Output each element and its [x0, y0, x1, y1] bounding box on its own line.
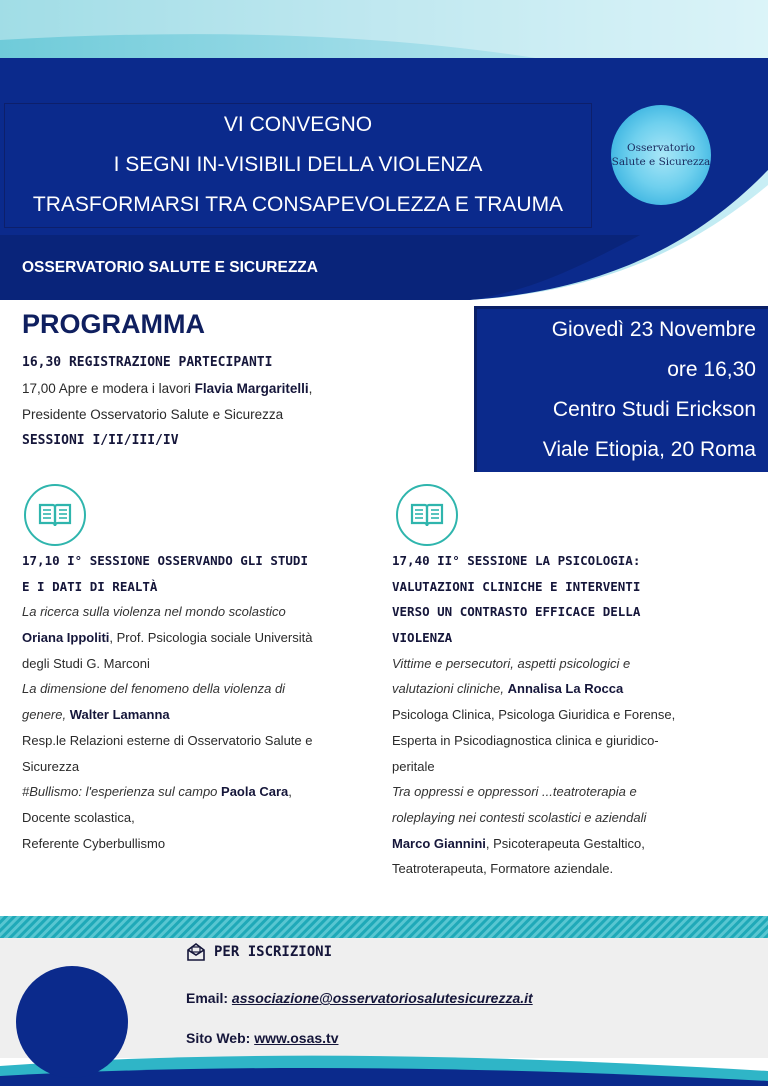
session-1-topic-3: #Bullismo: l'esperienza sul campo: [22, 784, 222, 800]
registration-heading: [186, 942, 332, 962]
speaker-paola-sep: ,: [288, 784, 292, 800]
speaker-marco: Marco Giannini: [392, 835, 486, 851]
session-1-column: [22, 548, 372, 856]
session-1-title-2: E I DATI DI REALTÀ: [22, 578, 158, 594]
logo-line-1: Osservatorio: [626, 142, 696, 154]
session-1-title-1: 17,10 I° SESSIONE OSSERVANDO GLI STUDI: [22, 553, 308, 568]
opening-line: [22, 376, 462, 402]
session-1-topic-2: La dimensione del fenomeno della violenza di: [22, 681, 286, 697]
moderator-name: Flavia Margaritelli: [194, 381, 309, 396]
speaker-paola-role-2: Referente Cyberbullismo: [22, 835, 166, 851]
session-2-title-2: VALUTAZIONI CLINICHE E INTERVENTI: [392, 578, 641, 594]
title-line-3: TRASFORMARSI TRA CONSAPEVOLEZZA E TRAUMA: [32, 193, 564, 216]
program-heading: PROGRAMMA: [22, 309, 205, 339]
website-link[interactable]: www.osas.tv: [254, 1030, 339, 1046]
session-1-topic-1: La ricerca sulla violenza nel mondo scolastico: [22, 604, 286, 620]
event-time: ore 16,30: [667, 358, 756, 381]
speaker-walter: Walter Lamanna: [69, 707, 170, 723]
opening-suffix: ,: [308, 381, 313, 396]
session-2-topic-1: Vittime e persecutori, aspetti psicologici e: [392, 655, 631, 671]
program-intro: [22, 350, 462, 454]
email-line: [186, 990, 533, 1006]
footer-circle: [16, 966, 128, 1078]
event-venue: Centro Studi Erickson: [552, 398, 756, 421]
speaker-annalisa-role-3: peritale: [392, 758, 435, 774]
speaker-walter-role: Resp.le Relazioni esterne di Osservatorio Salute e: [22, 732, 313, 748]
speaker-marco-role: , Psicoterapeuta Gestaltico,: [485, 835, 645, 851]
observatory-logo: [611, 105, 711, 205]
title-line-1: VI CONVEGNO: [223, 113, 373, 136]
logo-line-2: Salute e Sicurezza: [611, 156, 711, 168]
speaker-marco-role-2: Teatroterapeuta, Formatore aziendale.: [392, 861, 614, 877]
session-2-topic-2: Tra oppressi e oppressori ...teatroterapia e: [392, 784, 637, 800]
speaker-annalisa: Annalisa La Rocca: [507, 681, 624, 697]
sessions-list: SESSIONI I/II/III/IV: [22, 433, 179, 448]
speaker-annalisa-role: Psicologa Clinica, Psicologa Giuridica e Forense,: [392, 707, 676, 723]
event-info-box: [474, 306, 768, 472]
speaker-oriana-role: , Prof. Psicologia sociale Università: [109, 630, 313, 646]
envelope-icon: [186, 942, 206, 962]
email-label: Email:: [186, 990, 232, 1006]
moderator-role: Presidente Osservatorio Salute e Sicurezza: [22, 407, 284, 422]
conference-title-box: [4, 103, 592, 228]
speaker-paola: Paola Cara: [221, 784, 289, 800]
web-label: Sito Web:: [186, 1030, 255, 1046]
session-2-column: [392, 548, 752, 882]
event-address: Viale Etiopia, 20 Roma: [542, 438, 756, 461]
opening-text: 17,00 Apre e modera i lavori: [22, 381, 195, 396]
session-2-title-3: VERSO UN CONTRASTO EFFICACE DELLA: [392, 604, 641, 620]
title-line-2: I SEGNI IN-VISIBILI DELLA VIOLENZA: [113, 153, 483, 176]
speaker-oriana-role-2: degli Studi G. Marconi: [22, 655, 150, 671]
web-line: [186, 1030, 338, 1046]
event-date: Giovedì 23 Novembre: [551, 318, 756, 341]
session-1-topic-2b: genere,: [22, 707, 70, 723]
session-2-topic-1b: valutazioni cliniche,: [392, 681, 508, 697]
email-link[interactable]: associazione@osservatoriosalutesicurezza.it: [231, 990, 533, 1006]
session-2-topic-2b: roleplaying nei contesti scolastici e aziendali: [392, 809, 647, 825]
session-2-title-1: 17,40 II° SESSIONE LA PSICOLOGIA:: [392, 553, 641, 568]
registration-time: 16,30 REGISTRAZIONE PARTECIPANTI: [22, 355, 273, 370]
registration-title: PER ISCRIZIONI: [214, 944, 333, 960]
session-2-title-4: VIOLENZA: [392, 630, 453, 646]
speaker-oriana: Oriana Ippoliti: [22, 630, 110, 646]
speaker-annalisa-role-2: Esperta in Psicodiagnostica clinica e giuridico-: [392, 732, 659, 748]
speaker-walter-role-2: Sicurezza: [22, 758, 80, 774]
speaker-paola-role: Docente scolastica,: [22, 809, 135, 825]
book-icon: [396, 484, 458, 546]
book-icon: [24, 484, 86, 546]
organization-name: OSSERVATORIO SALUTE E SICUREZZA: [22, 259, 318, 276]
